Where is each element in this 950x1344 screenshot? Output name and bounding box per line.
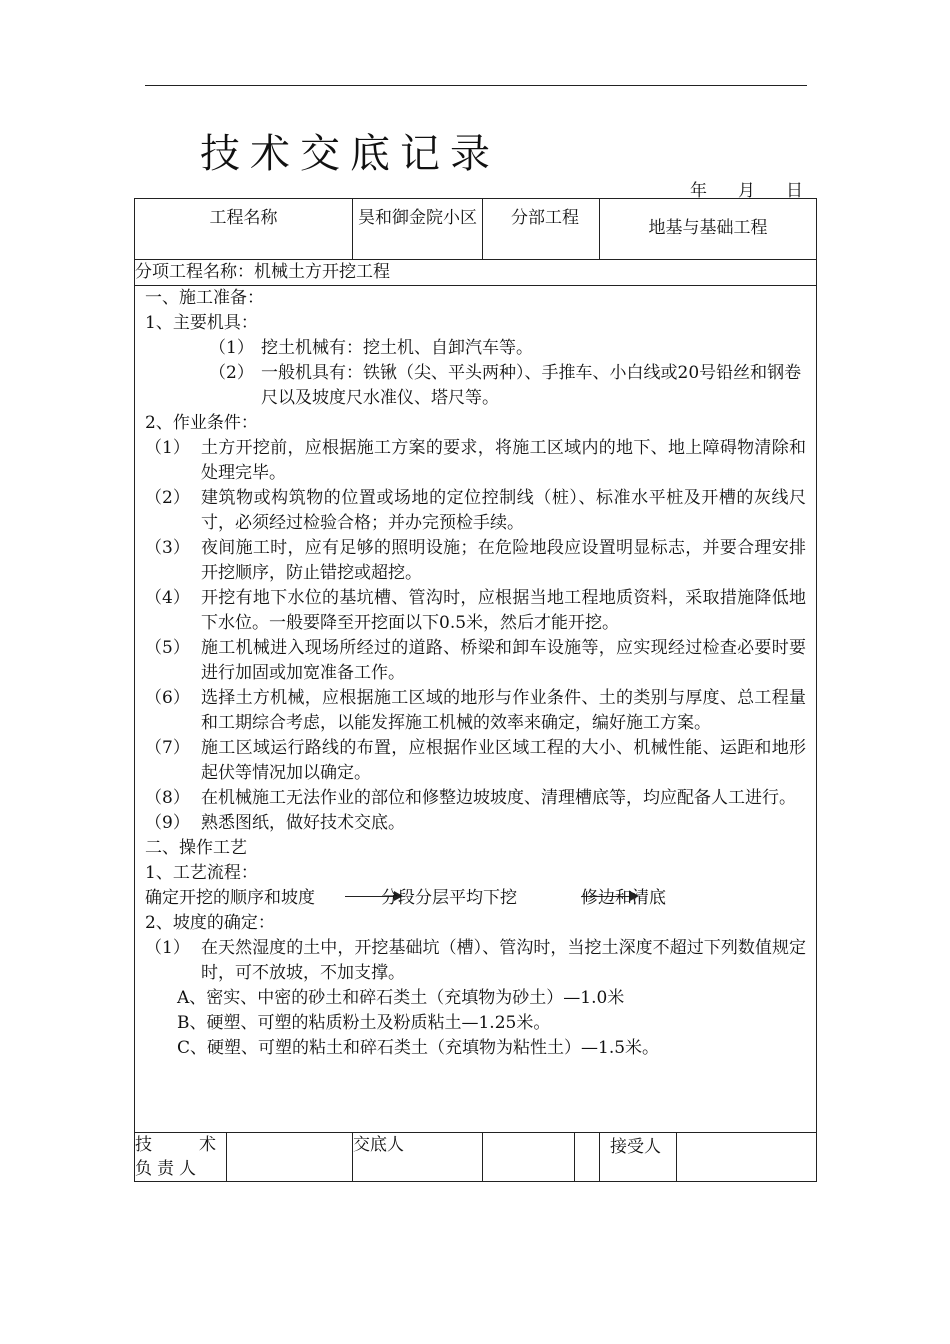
list-item — [145, 436, 816, 486]
item-text: 土方开挖前，应根据施工方案的要求，将施工区域内的地下、地上障碍物清除和处理完毕。 — [201, 438, 806, 483]
item-text: 在天然湿度的土中，开挖基础坑（槽）、管沟时，当挖土深度不超过下列数值规定时，可不放坡，不加支撑。 — [201, 938, 806, 983]
item-number: （2） — [209, 363, 254, 383]
slope-item: B、硬塑、可塑的粘质粉土及粉质粘土—1.25米。 — [177, 1013, 551, 1033]
item-text: 建筑物或构筑物的位置或场地的定位控制线（桩）、标准水平桩及开槽的灰线尺寸，必须经过检验合格；并办完预检手续。 — [201, 488, 806, 533]
tech-label-part: 负责人 — [135, 1159, 201, 1179]
receiver-signature[interactable] — [677, 1133, 816, 1181]
subsection-heading: 1、工艺流程： — [145, 863, 258, 883]
process-flow — [145, 886, 816, 911]
page-title: 技术交底记录 — [200, 131, 500, 177]
content-row — [135, 286, 817, 1133]
date-day: 日 — [786, 181, 803, 201]
item-text: 熟悉图纸，做好技术交底。 — [201, 813, 405, 833]
item-number: （3） — [145, 538, 190, 558]
item-text: 施工机械进入现场所经过的道路、桥梁和卸车设施等，应实现经过检查必要时要进行加固或加宽准备工作。 — [201, 638, 806, 683]
item-number: （1） — [145, 938, 190, 958]
receiver-label-text: 接受人 — [600, 1133, 677, 1181]
tech-lead-signature[interactable] — [227, 1133, 353, 1182]
item-number: （1） — [145, 438, 190, 458]
list-item — [145, 786, 816, 811]
list-item — [145, 736, 816, 786]
signature-row — [135, 1133, 817, 1182]
project-name-label: 工程名称 — [135, 199, 353, 260]
item-text: 夜间施工时，应有足够的照明设施；在危险地段应设置明显标志，并要合理安排开挖顺序，防止错挖或超挖。 — [201, 538, 806, 583]
item-number: （6） — [145, 688, 190, 708]
content-cell — [135, 286, 817, 1133]
item-text: 选择土方机械，应根据施工区域的地形与作业条件、土的类别与厚度、总工程量和工期综合考虑，以能发挥施工机械的效率来确定，编好施工方案。 — [201, 688, 806, 733]
list-item — [145, 811, 816, 836]
item-number: （5） — [145, 638, 190, 658]
subsection-heading: 2、坡度的确定： — [145, 913, 275, 933]
list-item — [145, 586, 816, 636]
slope-item: A、密实、中密的砂土和碎石类土（充填物为砂土）—1.0米 — [177, 988, 625, 1008]
item-text: 开挖有地下水位的基坑槽、管沟时，应根据当地工程地质资料，采取措施降低地下水位。一般要降至开挖面以下0.5米，然后才能开挖。 — [201, 588, 806, 633]
section-heading: 一、施工准备： — [145, 288, 264, 308]
list-item — [145, 361, 816, 411]
item-number: （7） — [145, 738, 190, 758]
subitem-name: 分项工程名称：机械土方开挖工程 — [135, 260, 817, 286]
tech-label-part: 技 — [135, 1135, 152, 1155]
item-number: （4） — [145, 588, 190, 608]
project-name-value: 昊和御金院小区 — [353, 199, 483, 260]
list-item — [145, 936, 816, 986]
division-label: 分部工程 — [483, 199, 600, 260]
receiver-signature-cell — [600, 1133, 817, 1182]
presenter-signature[interactable] — [483, 1133, 575, 1182]
flow-step: 修边和清底 — [581, 888, 666, 908]
receiver-label — [575, 1133, 600, 1182]
date-year: 年 — [690, 181, 707, 201]
subsection-heading: 2、作业条件： — [145, 413, 258, 433]
subsection-heading: 1、主要机具： — [145, 313, 258, 333]
list-item — [145, 686, 816, 736]
subitem-row — [135, 260, 817, 286]
item-text: 一般机具有：铁锹（尖、平头两种）、手推车、小白线或20号铅丝和钢卷尺以及坡度尺水准仪、塔尺等。 — [261, 363, 802, 408]
flow-step: 确定开挖的顺序和坡度 — [145, 888, 315, 908]
item-number: （2） — [145, 488, 190, 508]
record-table — [134, 198, 817, 1182]
list-item — [145, 536, 816, 586]
list-item — [145, 486, 816, 536]
slope-item: C、硬塑、可塑的粘土和碎石类土（充填物为粘性土）—1.5米。 — [177, 1038, 660, 1058]
item-number: （8） — [145, 788, 190, 808]
item-text: 施工区域运行路线的布置，应根据作业区域工程的大小、机械性能、运距和地形起伏等情况加以确定。 — [201, 738, 806, 783]
header-row — [135, 199, 817, 260]
list-item — [145, 336, 816, 361]
flow-step: 分段分层平均下挖 — [381, 888, 517, 908]
item-number: （9） — [145, 813, 190, 833]
presenter-label: 交底人 — [353, 1133, 483, 1182]
item-text: 挖土机械有：挖土机、自卸汽车等。 — [261, 338, 533, 358]
division-value: 地基与基础工程 — [600, 199, 817, 260]
date-month: 月 — [738, 181, 755, 201]
item-number: （1） — [209, 338, 254, 358]
tech-lead-label — [135, 1133, 227, 1182]
section-heading: 二、操作工艺 — [145, 838, 247, 858]
list-item — [145, 636, 816, 686]
top-rule — [145, 85, 807, 86]
tech-label-part: 术 — [199, 1135, 216, 1155]
item-text: 在机械施工无法作业的部位和修整边坡坡度、清理槽底等，均应配备人工进行。 — [201, 788, 796, 808]
